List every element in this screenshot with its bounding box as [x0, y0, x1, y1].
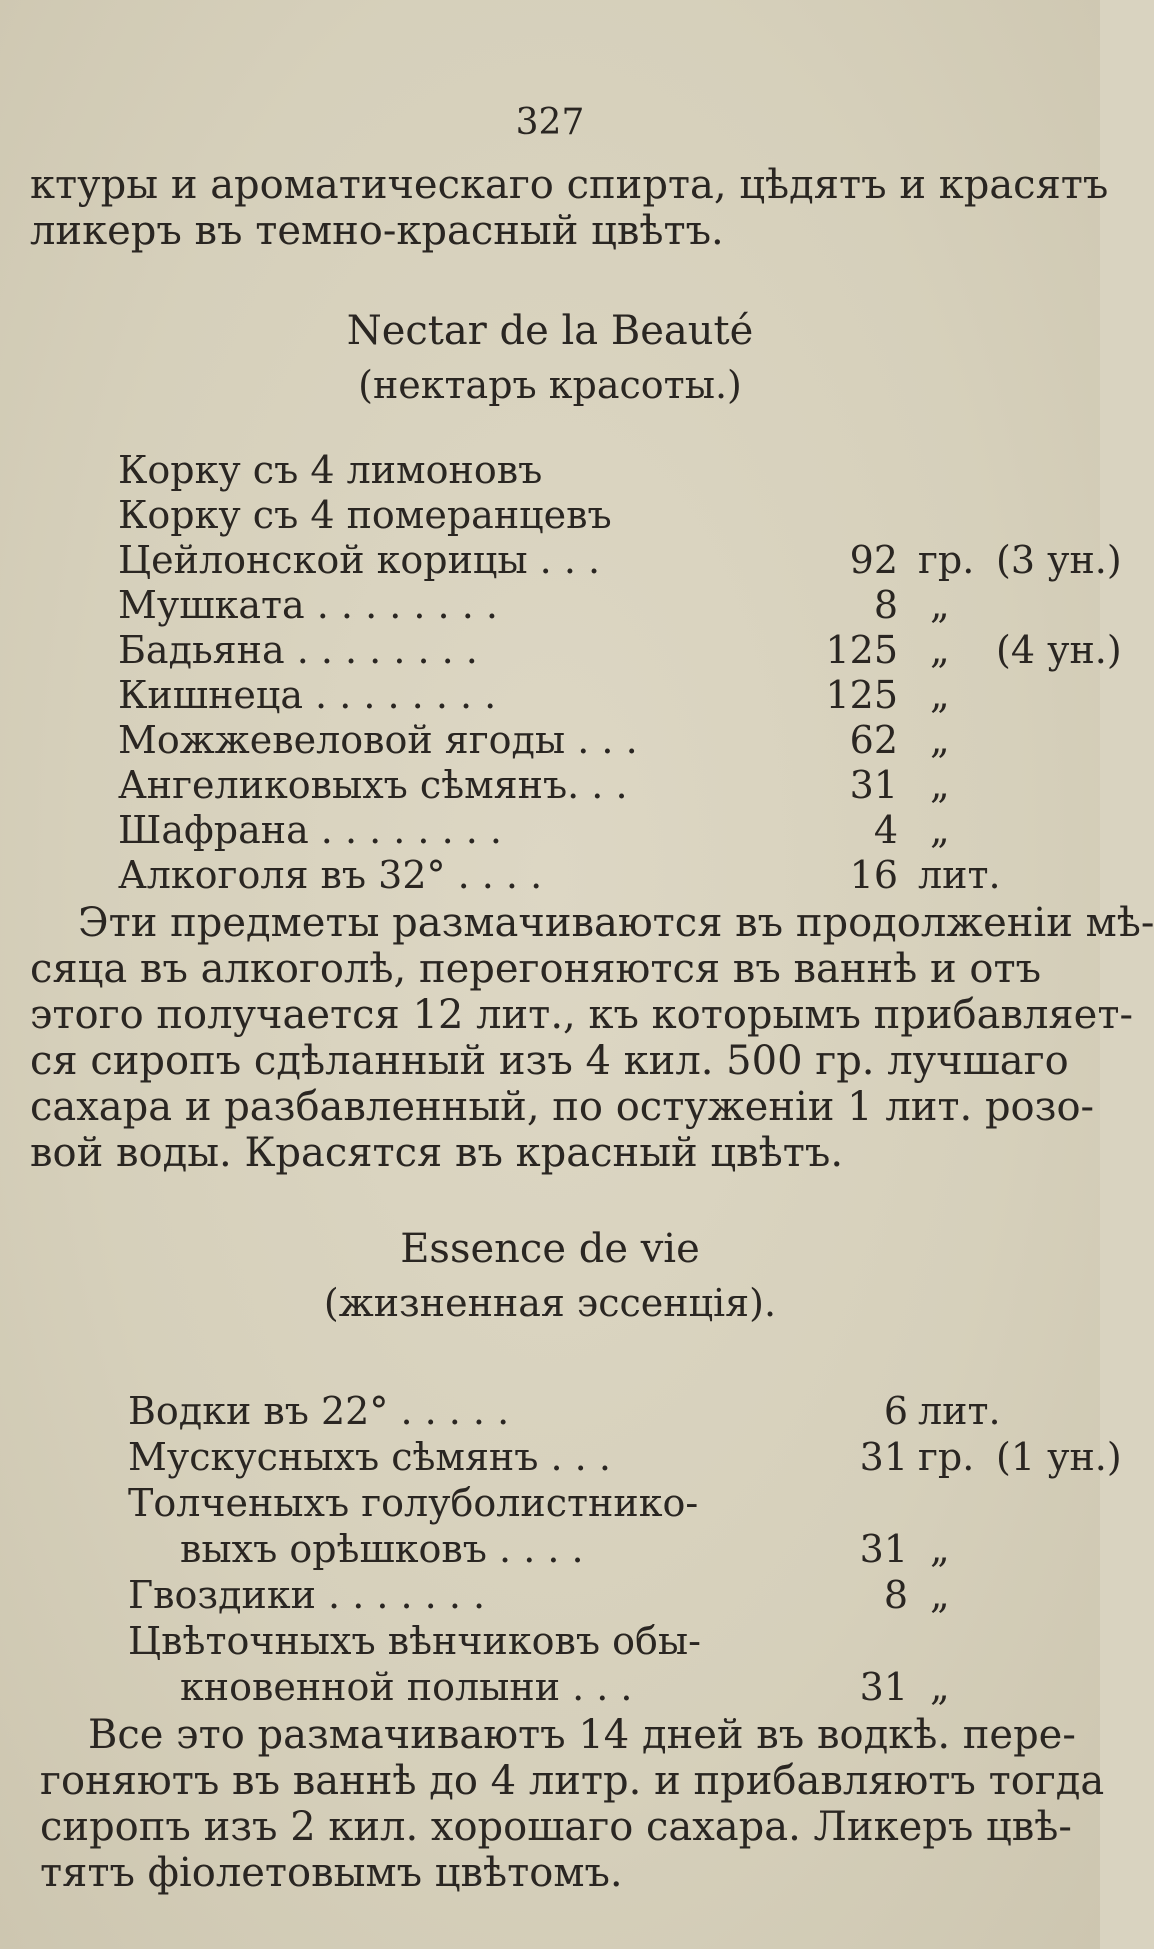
- ingredient-quantity: 92: [849, 538, 898, 582]
- recipe2-subtitle: (жизненная эссенція).: [323, 1281, 777, 1325]
- ingredient-unit: „: [930, 583, 950, 627]
- ingredient-name: выхъ орѣшковъ . . . .: [180, 1527, 584, 1571]
- ingredient-unit: „: [930, 718, 950, 762]
- ingredient-quantity: 125: [825, 673, 898, 717]
- ingredient-unit: лит.: [918, 1389, 1001, 1433]
- ingredient-name: Цейлонской корицы . . .: [118, 538, 601, 582]
- ingredient-unit: „: [930, 763, 950, 807]
- ingredient-name: Кишнеца . . . . . . . .: [118, 673, 497, 717]
- recipe1-text-line-1: Эти предметы размачиваются въ продолженіи мѣ-: [78, 900, 1154, 946]
- ingredient-unit: гр.: [918, 1435, 975, 1479]
- ingredient-name: Можжевеловой ягоды . . .: [118, 718, 638, 762]
- ingredient-unit: „: [930, 1573, 950, 1617]
- ingredient-name: Алкоголя въ 32° . . . .: [118, 853, 543, 897]
- recipe1-text-line-5: сахара и разбавленный, по остуженіи 1 лит. розо-: [30, 1084, 1095, 1130]
- recipe1-text-line-4: ся сиропъ сдѣланный изъ 4 кил. 500 гр. лучшаго: [30, 1038, 1069, 1084]
- ingredient-unit: „: [930, 628, 950, 672]
- recipe2-text-line-2: гоняютъ въ ваннѣ до 4 литр. и прибавляютъ тогда: [40, 1758, 1105, 1804]
- recipe1-text-line-2: сяца въ алкоголѣ, перегоняются въ ваннѣ и отъ: [30, 946, 1042, 992]
- ingredient-note: (1 ун.): [996, 1435, 1122, 1479]
- ingredient-quantity: 31: [859, 1527, 908, 1571]
- ingredient-quantity: 8: [883, 1573, 908, 1617]
- ingredient-name: Толченыхъ голуболистнико-: [128, 1481, 699, 1525]
- ingredient-quantity: 125: [825, 628, 898, 672]
- ingredient-quantity: 6: [883, 1389, 908, 1433]
- ingredient-quantity: 31: [859, 1435, 908, 1479]
- ingredient-name: Шафрана . . . . . . . .: [118, 808, 502, 852]
- intro-line-1: ктуры и ароматическаго спирта, цѣдятъ и красятъ: [30, 162, 1109, 208]
- ingredient-quantity: 31: [849, 763, 898, 807]
- ingredient-quantity: 62: [849, 718, 898, 762]
- recipe1-text-line-3: этого получается 12 лит., къ которымъ прибавляет-: [30, 992, 1133, 1038]
- ingredient-note: (3 ун.): [996, 538, 1122, 582]
- ingredient-quantity: 16: [849, 853, 898, 897]
- ingredient-name: Бадьяна . . . . . . . .: [118, 628, 478, 672]
- page-number: 327: [515, 102, 585, 143]
- ingredient-note: (4 ун.): [996, 628, 1122, 672]
- ingredient-name: Мушката . . . . . . . .: [118, 583, 498, 627]
- ingredient-name: Корку съ 4 лимоновъ: [118, 448, 543, 492]
- ingredient-unit: „: [930, 1665, 950, 1709]
- ingredient-name: Цвѣточныхъ вѣнчиковъ обы-: [128, 1619, 701, 1663]
- ingredient-unit: „: [930, 808, 950, 852]
- ingredient-name: Ангеликовыхъ сѣмянъ. . .: [118, 763, 628, 807]
- ingredient-unit: „: [930, 673, 950, 717]
- ingredient-quantity: 4: [873, 808, 898, 852]
- ingredient-unit: гр.: [918, 538, 975, 582]
- ingredient-unit: лит.: [918, 853, 1001, 897]
- recipe1-title: Nectar de la Beauté: [346, 308, 754, 354]
- ingredient-name: Гвоздики . . . . . . .: [128, 1573, 486, 1617]
- ingredient-quantity: 31: [859, 1665, 908, 1709]
- ingredient-name: Мускусныхъ сѣмянъ . . .: [128, 1435, 611, 1479]
- ingredient-name: кновенной полыни . . .: [180, 1665, 633, 1709]
- ingredient-name: Корку съ 4 померанцевъ: [118, 493, 612, 537]
- recipe1-text-line-6: вой воды. Красятся въ красный цвѣтъ.: [30, 1130, 844, 1176]
- ingredient-quantity: 8: [873, 583, 898, 627]
- recipe2-text-line-3: сиропъ изъ 2 кил. хорошаго сахара. Ликеръ цвѣ-: [40, 1804, 1072, 1850]
- recipe2-title: Essence de vie: [400, 1226, 700, 1272]
- ingredient-unit: „: [930, 1527, 950, 1571]
- recipe2-text-line-1: Все это размачиваютъ 14 дней въ водкѣ. пере-: [88, 1712, 1076, 1758]
- recipe1-subtitle: (нектаръ красоты.): [358, 363, 742, 407]
- intro-line-2: ликеръ въ темно-красный цвѣтъ.: [30, 208, 724, 254]
- recipe2-text-line-4: тятъ фіолетовымъ цвѣтомъ.: [40, 1850, 623, 1896]
- ingredient-name: Водки въ 22° . . . . .: [128, 1389, 510, 1433]
